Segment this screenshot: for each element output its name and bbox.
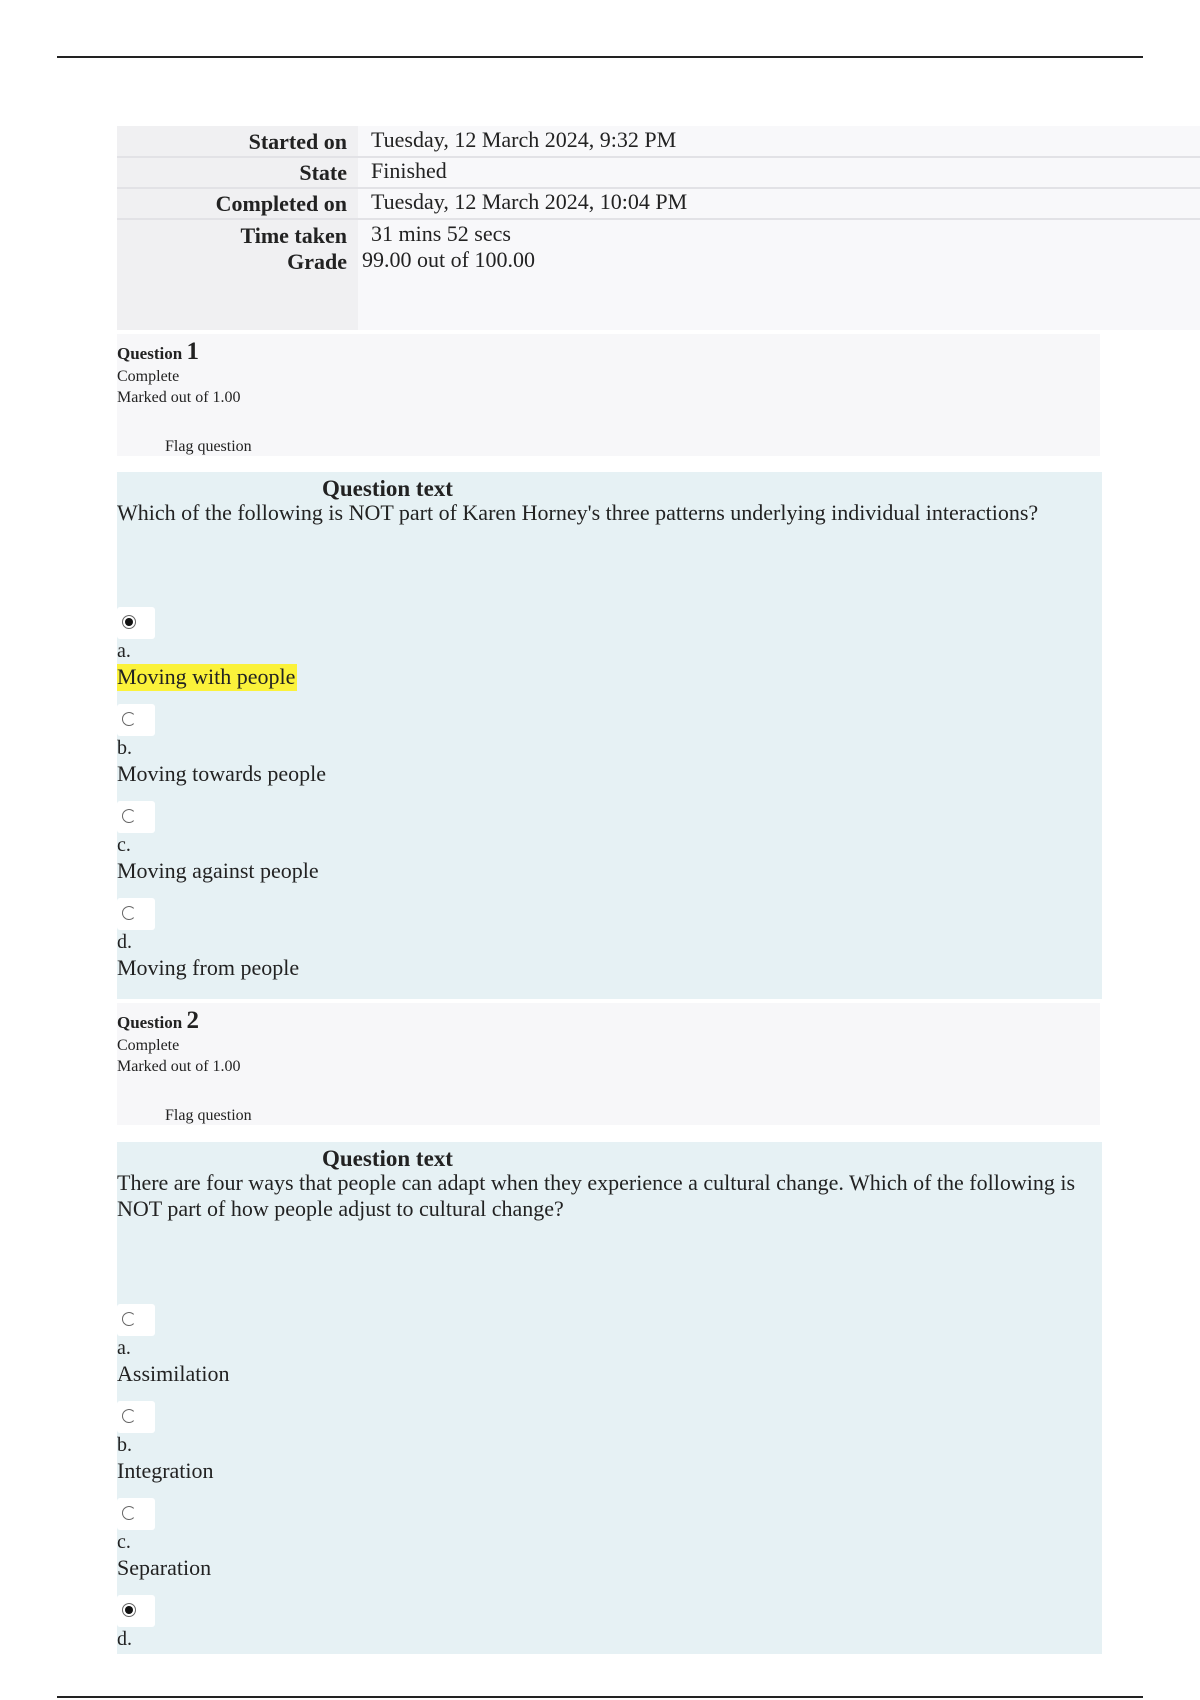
question-1-option-c[interactable] (117, 801, 517, 891)
question-2-option-a[interactable] (117, 1304, 517, 1394)
bottom-rule (57, 1696, 1143, 1698)
question-word: Question (117, 344, 183, 363)
radio-checked-icon (122, 615, 136, 629)
question-1-title (117, 338, 199, 366)
question-word: Question (117, 1013, 183, 1032)
question-2-state: Complete (117, 1037, 180, 1054)
question-2-option-d[interactable] (117, 1595, 517, 1653)
grade-value: 99.00 out of 100.00 (362, 247, 535, 272)
started-on-value: Tuesday, 12 March 2024, 9:32 PM (371, 127, 677, 152)
option-text: Moving against people (117, 858, 319, 883)
question-1-option-d[interactable] (117, 898, 517, 988)
option-c-radio[interactable] (117, 1498, 155, 1530)
option-letter: b. (117, 1434, 132, 1456)
option-letter: b. (117, 737, 132, 759)
time-taken-label: Time taken (240, 223, 347, 248)
option-text: Moving with people (117, 664, 296, 689)
question-number: 2 (186, 1007, 199, 1034)
option-text: Integration (117, 1458, 214, 1483)
question-1-content (117, 472, 1102, 999)
option-letter: c. (117, 1531, 131, 1553)
time-taken-value: 31 mins 52 secs (371, 221, 511, 246)
option-d-radio[interactable] (117, 1595, 155, 1627)
question-2-info (117, 1003, 1100, 1125)
started-on-label: Started on (248, 129, 347, 154)
option-d-radio[interactable] (117, 898, 155, 930)
summary-row-state (117, 157, 1200, 189)
flag-question-1-button[interactable]: Flag question (165, 438, 252, 455)
option-c-radio[interactable] (117, 801, 155, 833)
question-1-marks: Marked out of 1.00 (117, 389, 241, 406)
radio-unchecked-icon (122, 1409, 136, 1423)
question-1-info (117, 334, 1100, 456)
question-1-state: Complete (117, 368, 180, 385)
question-2-option-b[interactable] (117, 1401, 517, 1491)
summary-row-completed (117, 188, 1200, 220)
option-letter: d. (117, 1628, 132, 1650)
question-2-content (117, 1142, 1102, 1654)
radio-checked-icon (122, 1603, 136, 1617)
summary-row-grade (117, 246, 1200, 276)
radio-unchecked-icon (122, 809, 136, 823)
question-2-heading: Question text (322, 1146, 453, 1171)
state-value: Finished (371, 158, 447, 183)
option-text: Separation (117, 1555, 212, 1580)
radio-unchecked-icon (122, 1506, 136, 1520)
flag-question-2-button[interactable]: Flag question (165, 1107, 252, 1124)
question-number: 1 (186, 338, 199, 365)
completed-on-value: Tuesday, 12 March 2024, 10:04 PM (371, 189, 688, 214)
option-b-radio[interactable] (117, 1401, 155, 1433)
grade-label: Grade (287, 249, 347, 274)
completed-on-label: Completed on (215, 191, 347, 216)
attempt-summary (117, 126, 1200, 330)
option-text: Moving from people (117, 955, 300, 980)
option-a-radio[interactable] (117, 1304, 155, 1336)
question-2-text: There are four ways that people can adapt when they experience a cultural change. Which of the following is NOT part of how people adjust to cultural change? (117, 1170, 1076, 1221)
option-letter: c. (117, 834, 131, 856)
question-1-text: Which of the following is NOT part of Karen Horney's three patterns underlying individual interactions? (117, 500, 1039, 525)
question-2-title (117, 1007, 199, 1035)
radio-unchecked-icon (122, 712, 136, 726)
top-rule (57, 56, 1143, 58)
option-text: Moving towards people (117, 761, 326, 786)
option-b-radio[interactable] (117, 704, 155, 736)
question-2-marks: Marked out of 1.00 (117, 1058, 241, 1075)
question-1-option-b[interactable] (117, 704, 517, 794)
question-2-option-c[interactable] (117, 1498, 517, 1588)
question-1-option-a[interactable] (117, 607, 517, 697)
radio-unchecked-icon (122, 906, 136, 920)
option-a-radio[interactable] (117, 607, 155, 639)
state-label: State (299, 160, 347, 185)
radio-unchecked-icon (122, 1312, 136, 1326)
option-text: Assimilation (117, 1361, 230, 1386)
summary-row-started (117, 126, 1200, 158)
option-letter: d. (117, 931, 132, 953)
option-letter: a. (117, 640, 131, 662)
question-1-heading: Question text (322, 476, 453, 501)
option-letter: a. (117, 1337, 131, 1359)
